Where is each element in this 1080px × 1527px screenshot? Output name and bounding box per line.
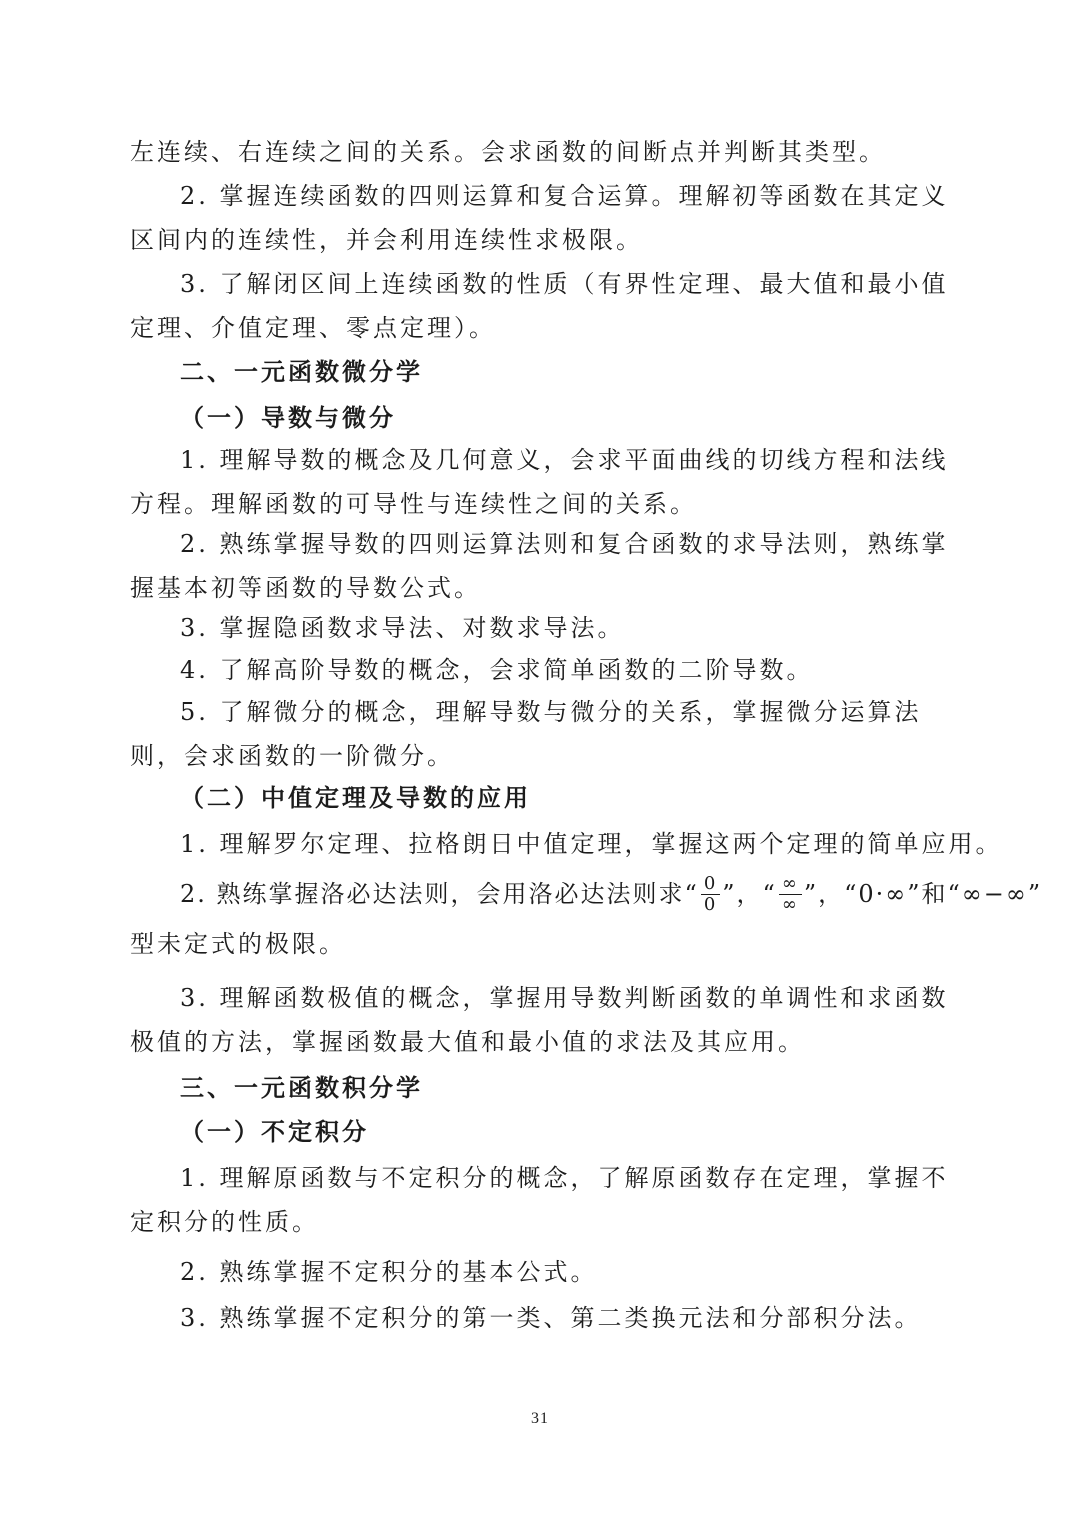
fraction-denominator: ∞	[781, 893, 799, 915]
paragraph-derivative-2: 2. 熟练掌握导数的四则运算法则和复合函数的求导法则，熟练掌握基本初等函数的导数公式。	[130, 530, 949, 602]
lhopital-prefix: 2. 熟练掌握洛必达法则，会用洛必达法则求	[180, 880, 685, 908]
paragraph-derivative-1: 1. 理解导数的概念及几何意义，会求平面曲线的切线方程和法线方程。理解函数的可导性与连续性之间的关系。	[130, 446, 949, 518]
page-number: 31	[531, 1410, 549, 1427]
paragraph-item-3: 3. 了解闭区间上连续函数的性质（有界性定理、最大值和最小值定理、介值定理、零点定理）。	[130, 270, 949, 342]
fraction-denominator: 0	[703, 893, 718, 915]
paragraph-continuation: 左连续、右连续之间的关系。会求函数的间断点并判断其类型。	[130, 138, 886, 166]
subsection-heading-derivatives: （一）导数与微分	[180, 403, 396, 432]
paragraph-integral-3: 3. 熟练掌握不定积分的第一类、第二类换元法和分部积分法。	[180, 1304, 922, 1332]
subsection-heading-mean-value: （二）中值定理及导数的应用	[180, 783, 531, 812]
section-heading-3: 三、一元函数积分学	[180, 1074, 423, 1102]
paragraph-derivative-5: 5. 了解微分的概念，理解导数与微分的关系，掌握微分运算法则，会求函数的一阶微分。	[130, 698, 922, 770]
separator-1: ”，“	[722, 880, 777, 908]
paragraph-derivative-4: 4. 了解高阶导数的概念，会求简单函数的二阶导数。	[180, 656, 814, 684]
paragraph-integral-2: 2. 熟练掌握不定积分的基本公式。	[180, 1258, 598, 1286]
separator-2: ”，“0·∞”和“∞−∞”	[803, 880, 1043, 908]
paragraph-integral-1: 1. 理解原函数与不定积分的概念，了解原函数存在定理，掌握不定积分的性质。	[130, 1164, 949, 1236]
paragraph-lhopital-continuation: 型未定式的极限。	[130, 930, 346, 958]
paragraph-mvt-1: 1. 理解罗尔定理、拉格朗日中值定理，掌握这两个定理的简单应用。	[180, 830, 1003, 858]
section-heading-2: 二、一元函数微分学	[180, 358, 423, 386]
paragraph-extrema: 3. 理解函数极值的概念，掌握用导数判断函数的单调性和求函数极值的方法，掌握函数最大值和最小值的求法及其应用。	[130, 984, 949, 1056]
fraction-numerator: ∞	[779, 874, 802, 895]
subsection-heading-indefinite-integral: （一）不定积分	[180, 1117, 369, 1146]
paragraph-lhopital	[180, 866, 1042, 922]
paragraph-derivative-3: 3. 掌握隐函数求导法、对数求导法。	[180, 614, 625, 642]
fraction-zero-over-zero	[701, 874, 720, 915]
quote-open: “	[684, 880, 699, 908]
fraction-inf-over-inf	[779, 874, 802, 915]
paragraph-item-2: 2. 掌握连续函数的四则运算和复合运算。理解初等函数在其定义区间内的连续性，并会利用连续性求极限。	[130, 182, 949, 254]
fraction-numerator: 0	[701, 874, 720, 895]
